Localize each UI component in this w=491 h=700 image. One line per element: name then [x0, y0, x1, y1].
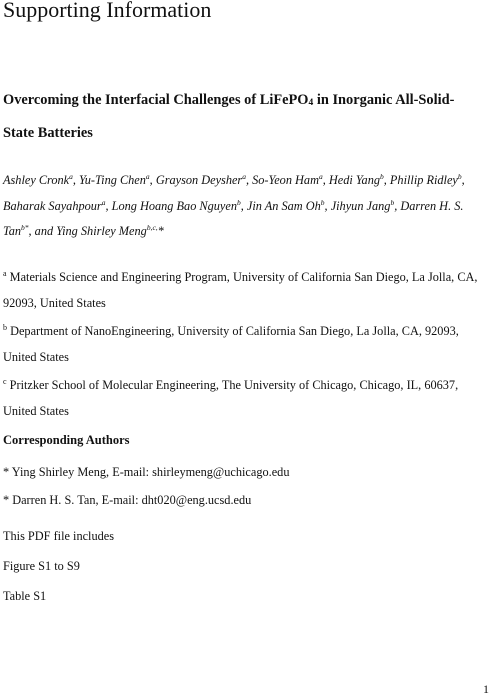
author-separator: , — [461, 173, 465, 187]
includes-tables: Table S1 — [3, 589, 47, 603]
author-affiliation-mark: b,c, — [146, 222, 158, 232]
author-name: So-Yeon Ham — [252, 173, 319, 187]
author-name: Baharak Sayahpour — [3, 198, 102, 213]
includes-figures: Figure S1 to S9 — [3, 559, 80, 573]
corresponding-author-tan: * Darren H. S. Tan, E-mail: dht020@eng.ucsd.edu — [3, 493, 252, 507]
author-name: Ashley Cronk — [3, 173, 70, 187]
author-affiliation-mark: b — [320, 197, 325, 207]
affiliation-b: $^b$ Department of NanoEngineering, University of California San Diego, La Jolla, CA, 92093, United States — [3, 322, 459, 364]
page-number: 1 — [483, 682, 489, 696]
corresponding-authors-heading: Corresponding Authors — [3, 433, 130, 447]
author-separator: , — [105, 198, 112, 213]
author-affiliation-mark: a — [145, 171, 150, 181]
author-affiliation-mark: a — [318, 171, 323, 181]
author-separator: , — [394, 198, 401, 213]
corresponding-author-meng: * Ying Shirley Meng, E-mail: shirleymeng@uchicago.edu — [3, 465, 290, 479]
affiliation-a: $^a$ Materials Science and Engineering Program, University of California San Diego, La Jolla, CA, 92093, United States — [3, 268, 478, 310]
author-separator: , — [72, 173, 80, 187]
includes-intro: This PDF file includes — [3, 529, 115, 543]
author-name: Grayson Deysher — [155, 173, 243, 187]
author-affiliation-mark: a — [69, 171, 73, 181]
author-separator: , — [324, 198, 331, 213]
author-separator: , — [245, 173, 253, 187]
author-affiliation-mark: b* — [21, 222, 29, 232]
affiliation-c: $^c$ Pritzker School of Molecular Engineering, The University of Chicago, Chicago, IL, 60637, United States — [3, 376, 459, 418]
author-name: Jin An Sam Oh — [246, 198, 321, 213]
author-affiliation-mark: a — [101, 197, 106, 207]
author-separator: , — [383, 173, 390, 187]
author-name: Jihyun Jang — [330, 198, 391, 213]
author-name: Phillip Ridley — [389, 173, 458, 187]
author-separator: , — [322, 173, 329, 187]
author-name: Ying Shirley Meng — [56, 224, 147, 238]
author-name: Darren H. S. Tan — [3, 198, 464, 238]
page-heading: Supporting Information — [3, 0, 212, 22]
author-affiliation-mark: b — [457, 171, 462, 181]
paper-title: Overcoming the Interfacial Challenges of LiFePO$_4$ in Inorganic All-Solid-State Batteries — [3, 92, 455, 141]
author-affiliation-mark: b — [380, 171, 384, 181]
author-separator: * — [157, 224, 164, 238]
author-name: Yu-Ting Chen — [79, 173, 146, 187]
author-list — [3, 168, 485, 245]
author-name: Long Hoang Bao Nguyen — [111, 198, 237, 213]
author-separator: , — [240, 198, 247, 213]
author-separator: , — [149, 173, 156, 187]
author-affiliation-mark: b — [236, 197, 241, 207]
author-separator: , and — [28, 224, 57, 238]
author-affiliation-mark: b — [390, 197, 395, 207]
author-name: Hedi Yang — [328, 173, 381, 187]
author-affiliation-mark: a — [242, 171, 246, 181]
